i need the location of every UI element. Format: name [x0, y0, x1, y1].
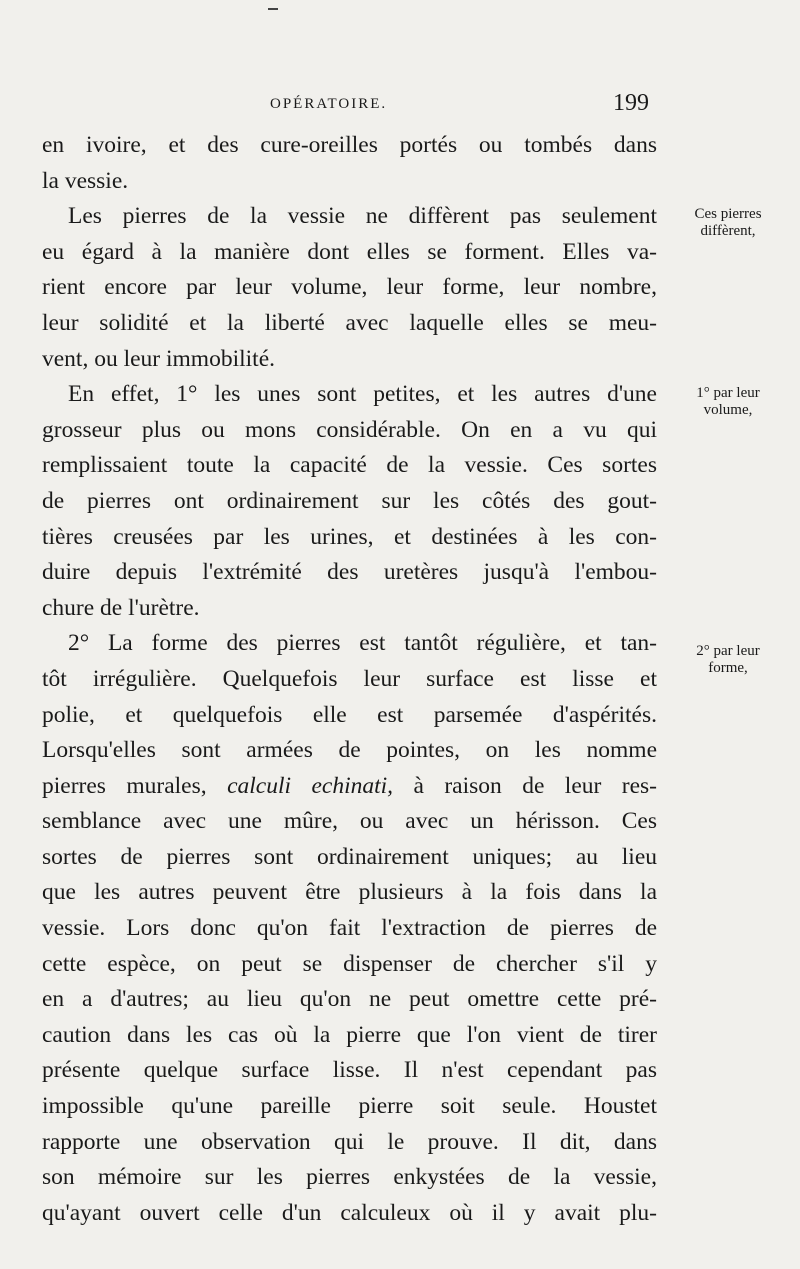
page-header [40, 90, 655, 120]
text-line: semblance avec une mûre, ou avec un hérisson. Ces [42, 808, 657, 835]
margin-note-line: Ces pierres [694, 206, 762, 222]
paragraph-4 [42, 626, 657, 1231]
body-text [42, 128, 657, 1231]
text-line: vent, ou leur immobilité. [42, 345, 276, 372]
text-line: Les pierres de la vessie ne diffèrent pas seulement [68, 203, 657, 230]
page-number: 199 [613, 90, 649, 116]
text-line: en ivoire, et des cure-oreilles portés ou tombés dans [42, 132, 657, 158]
text-line: grosseur plus ou mons considérable. On en a vu qui [42, 416, 657, 443]
text-line: remplissaient toute la capacité de la vessie. Ces sortes [42, 452, 657, 479]
margin-note-line: 2° par leur [696, 643, 760, 659]
text-line: Lorsqu'elles sont armées de pointes, on les nomme [42, 737, 657, 764]
text-line: caution dans les cas où la pierre que l'on vient de tirer [42, 1021, 657, 1048]
text-line: eu égard à la manière dont elles se forment. Elles va- [42, 238, 657, 265]
margin-note-volume [668, 385, 788, 419]
text-line: polie, et quelquefois elle est parsemée d'aspérités. [42, 701, 657, 728]
margin-note-form [668, 643, 788, 677]
text-line: en a d'autres; au lieu qu'on ne peut omettre cette pré- [42, 986, 657, 1013]
latin-term: calculi echinati, [227, 772, 394, 799]
paragraph-3 [42, 377, 657, 626]
text-line: chure de l'urètre. [42, 594, 200, 621]
text-line: tôt irrégulière. Quelquefois leur surface est lisse et [42, 665, 657, 692]
running-title: OPÉRATOIRE. [270, 96, 388, 112]
text-line: rapporte une observation qui le prouve. Il dit, dans [42, 1128, 657, 1155]
text-line: de pierres ont ordinairement sur les côtés des gout- [42, 487, 657, 514]
text-line: tières creusées par les urines, et destinées à les con- [42, 523, 657, 550]
text-line: 2° La forme des pierres est tantôt régulière, et tan- [68, 630, 657, 657]
text-line: leur solidité et la liberté avec laquelle elles se meu- [42, 309, 657, 336]
text-line: rient encore par leur volume, leur forme, leur nombre, [42, 274, 657, 301]
margin-note-differ [668, 206, 788, 240]
margin-note-line: volume, [703, 402, 753, 418]
text-line: qu'ayant ouvert celle d'un calculeux où il y avait plu- [42, 1199, 657, 1226]
text-fragment: pierres murales, [42, 772, 207, 799]
text-line: duire depuis l'extrémité des uretères jusqu'à l'embou- [42, 559, 657, 586]
text-line: présente quelque surface lisse. Il n'est cependant pas [42, 1057, 657, 1084]
text-line: impossible qu'une pareille pierre soit seule. Houstet [42, 1093, 657, 1120]
text-line: vessie. Lors donc qu'on fait l'extraction de pierres de [42, 915, 657, 942]
paragraph-1 [42, 128, 657, 199]
text-line: que les autres peuvent être plusieurs à la fois dans la [42, 879, 657, 906]
text-line: son mémoire sur les pierres enkystées de la vessie, [42, 1164, 657, 1191]
paragraph-2 [42, 199, 657, 377]
text-line: En effet, 1° les unes sont petites, et les autres d'une [68, 381, 657, 408]
margin-note-line: diffèrent, [700, 223, 756, 239]
printer-mark [268, 8, 278, 10]
text-line: cette espèce, on peut se dispenser de chercher s'il y [42, 950, 657, 977]
text-line-with-italic [42, 769, 657, 805]
text-line: la vessie. [42, 167, 129, 194]
text-fragment: à raison de leur res- [413, 772, 657, 799]
margin-note-line: 1° par leur [696, 385, 760, 401]
text-line: sortes de pierres sont ordinairement uniques; au lieu [42, 843, 657, 870]
margin-note-line: forme, [708, 660, 748, 676]
